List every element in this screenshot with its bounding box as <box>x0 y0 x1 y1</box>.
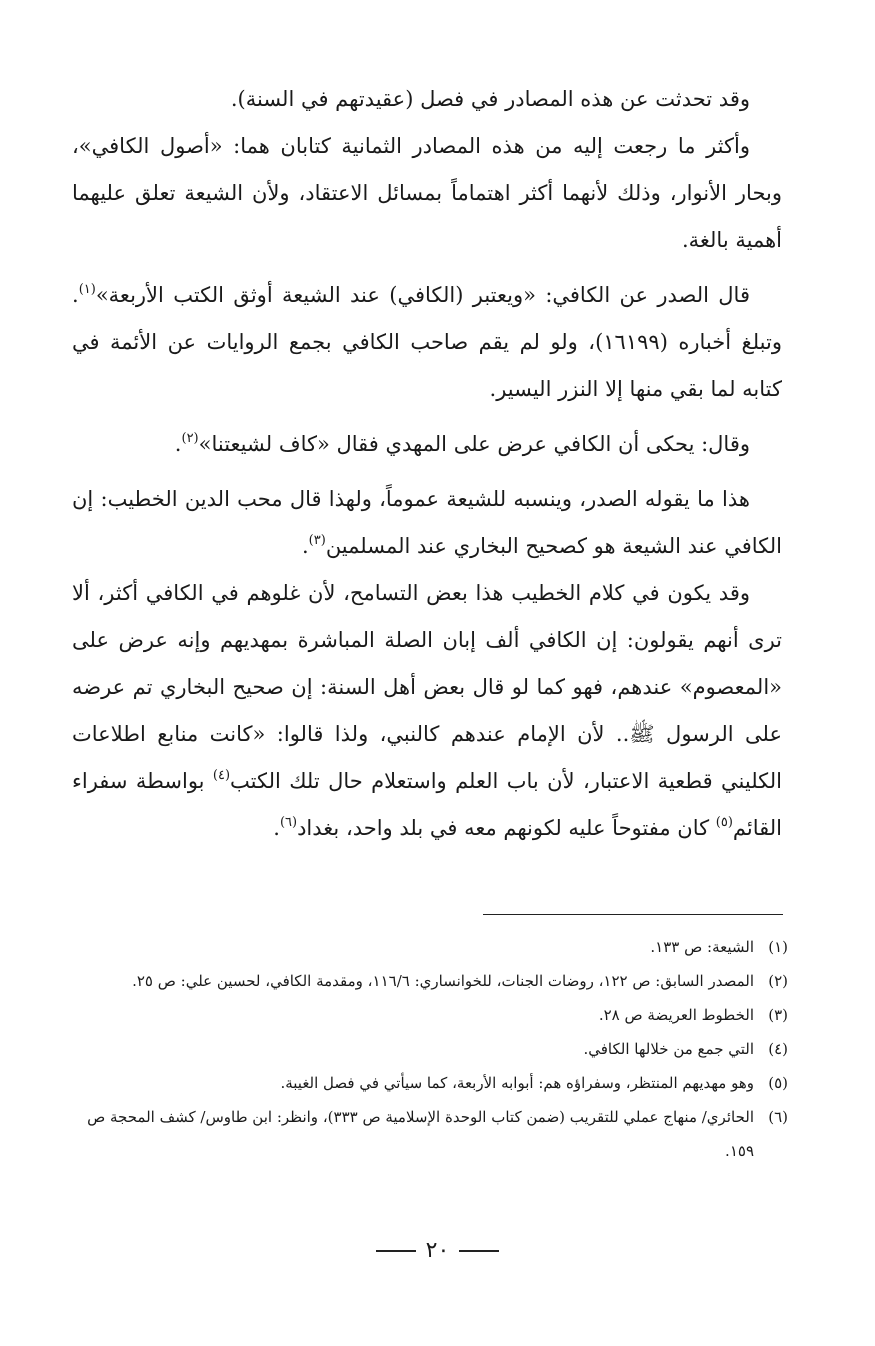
footnote-reference: (٥) <box>715 815 733 830</box>
footnote-number: (٣) <box>768 1006 788 1024</box>
body-text <box>72 76 782 852</box>
footnote-reference: (١) <box>78 282 96 297</box>
footnote <box>72 964 788 998</box>
footnote-reference: (٣) <box>308 533 326 548</box>
footnote <box>72 1032 788 1066</box>
footnote-text: التي جمع من خلالها الكافي. <box>583 1040 754 1058</box>
footnote-text: وهو مهديهم المنتظر، وسفراؤه هم: أبوابه الأربعة، كما سيأتي في فصل الغيبة. <box>280 1074 754 1092</box>
paragraph-text: وقد تحدثت عن هذه المصادر في فصل (عقيدتهم في السنة). <box>230 87 750 111</box>
footnote <box>72 930 788 964</box>
paragraph-text: . <box>273 816 280 840</box>
paragraph-text: وقال: يحكى أن الكافي عرض على المهدي فقال «كاف لشيعتنا» <box>198 432 750 456</box>
footnote-reference: (٤) <box>212 768 231 783</box>
body-paragraph <box>72 476 782 570</box>
footnote-text: الخطوط العريضة ص ٢٨. <box>598 1006 754 1024</box>
page-number-value: ٢٠ <box>425 1238 450 1263</box>
page-number <box>0 1238 875 1263</box>
body-paragraph <box>72 123 782 264</box>
footnote-reference: (٢) <box>181 431 199 446</box>
paragraph-text: . وتبلغ أخباره (١٦١٩٩)، ولو لم يقم صاحب الكافي بجمع الروايات عن الأئمة في كتابه لما بقي منها إلا النزر اليسير. <box>72 283 782 401</box>
footnote-separator <box>483 914 783 915</box>
footnote-text: الشيعة: ص ١٣٣. <box>650 938 754 956</box>
body-paragraph <box>72 421 782 468</box>
footnote <box>72 998 788 1032</box>
footnote-number: (٥) <box>768 1074 788 1092</box>
paragraph-text: . <box>174 432 182 456</box>
footnote-number: (٤) <box>768 1040 788 1058</box>
page-number-dash-left <box>459 1250 499 1252</box>
footnote <box>72 1100 788 1168</box>
footnote-number: (٢) <box>768 972 788 990</box>
footnote-number: (٦) <box>768 1108 788 1126</box>
footnote-number: (١) <box>768 938 788 956</box>
paragraph-text: . <box>301 534 309 558</box>
footnotes <box>72 930 788 1168</box>
footnote-text: المصدر السابق: ص ١٢٢، روضات الجنات، للخوانساري: ١١٦/٦، ومقدمة الكافي، لحسين علي: ص ٢٥. <box>132 972 754 990</box>
footnote <box>72 1066 788 1100</box>
paragraph-text: هذا ما يقوله الصدر، وينسبه للشيعة عموماً، ولهذا قال محب الدين الخطيب: إن الكافي عند الشيعة هو كصحيح البخاري عند المسلمين <box>72 487 782 558</box>
paragraph-text: كان مفتوحاً عليه لكونهم معه في بلد واحد، بغداد <box>297 816 716 840</box>
body-paragraph <box>72 76 782 123</box>
paragraph-text: قال الصدر عن الكافي: «ويعتبر (الكافي) عند الشيعة أوثق الكتب الأربعة» <box>95 283 750 307</box>
body-paragraph <box>72 570 782 852</box>
paragraph-text: وقد يكون في كلام الخطيب هذا بعض التسامح، لأن غلوهم في الكافي أكثر، ألا ترى أنهم يقولون: إن الكافي ألف إبان الصلة المباشرة بمهديهم وإنه عرض على «المعصوم» عندهم، فهو كما لو قال بعض أهل السنة: إن صحيح البخاري تم عرضه على الرسول ﷺ.. لأن الإمام عندهم كالنبي، ولذا قالوا: «كانت منابع اطلاعات الكليني قطعية الاعتبار، لأن باب العلم واستعلام حال تلك الكتب <box>72 581 782 793</box>
paragraph-text: بواسطة سفراء القائم <box>72 769 782 840</box>
footnote-text: الحائري/ منهاج عملي للتقريب (ضمن كتاب الوحدة الإسلامية ص ٣٣٣)، وانظر: ابن طاوس/ كشف المحجة ص ١٥٩. <box>87 1108 754 1160</box>
body-paragraph <box>72 272 782 413</box>
page-number-dash-right <box>376 1250 416 1252</box>
footnote-reference: (٦) <box>279 815 298 830</box>
paragraph-text: وأكثر ما رجعت إليه من هذه المصادر الثمانية كتابان هما: «أصول الكافي»، وبحار الأنوار، وذلك لأنهما أكثر اهتماماً بمسائل الاعتقاد، ولأن الشيعة تعلق عليهما أهمية بالغة. <box>72 134 782 252</box>
